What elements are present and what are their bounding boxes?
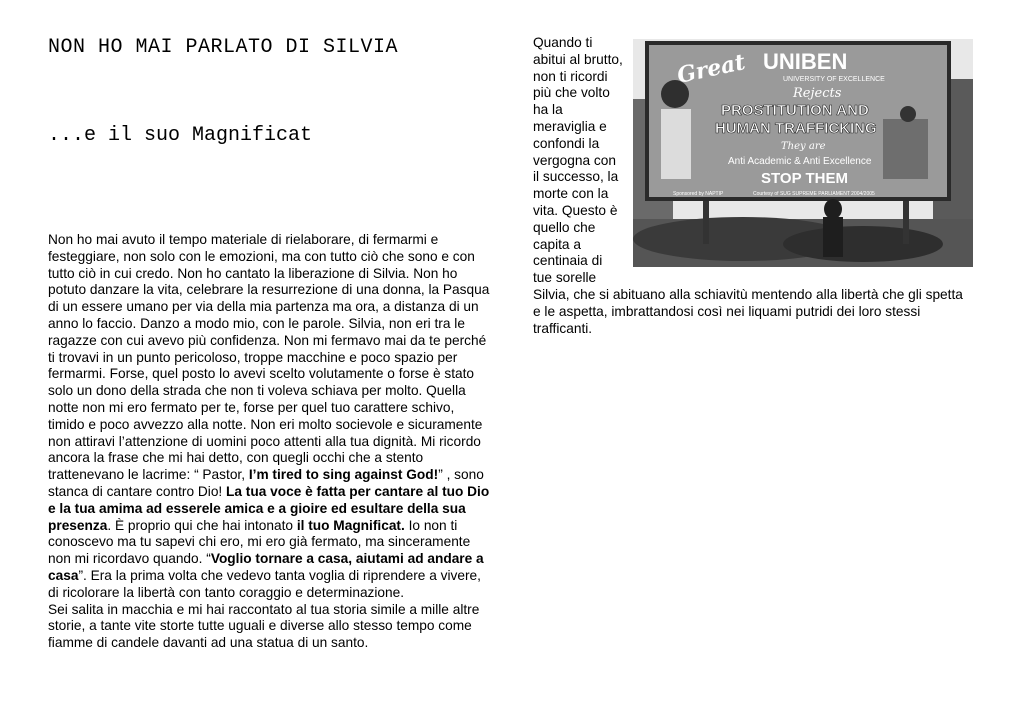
right-column bbox=[533, 35, 973, 337]
billboard-photo bbox=[633, 39, 973, 267]
document-title: NON HO MAI PARLATO DI SILVIA bbox=[48, 36, 399, 59]
billboard-line1-text: PROSTITUTION AND bbox=[721, 102, 869, 119]
billboard-sponsor-text: Sponsored by NAPTIP bbox=[673, 191, 724, 197]
billboard-tagline-text: UNIVERSITY OF EXCELLENCE bbox=[783, 76, 885, 83]
billboard-line2-text: HUMAN TRAFFICKING bbox=[715, 120, 877, 137]
billboard-uniben-text: UNIBEN bbox=[763, 49, 848, 74]
billboard-rejects-text: Rejects bbox=[793, 86, 842, 101]
billboard-stop-text: STOP THEM bbox=[761, 170, 848, 187]
billboard-courtesy-text: Courtesy of SUG SUPREME PARLIAMENT 2004/2005 bbox=[753, 191, 875, 197]
billboard-they-are-text: They are bbox=[781, 141, 826, 152]
article-paragraph-1: Non ho mai avuto il tempo materiale di rielaborare, di fermarmi e festeggiare, non solo con le emozioni, ma con tutto ciò che sono e con tutto ciò in cui credo. Non ho cantato la liberazione di Silvia. Non ho potuto danzare la vita, celebrare la resurrezione di una donna, la Pasqua di un essere umano per via della mia partenza ma ora, a distanza di un anno lo faccio. Danzo a modo mio, con le parole. Silvia, non eri tra le ragazze con cui avevo più confidenza. Non mi fermavo mai da te perché ti trovavi in un punto pericoloso, troppe macchine e poco spazio per fermarmi. Forse, quel posto lo avevi scelto volutamente o forse è stato solo un dono della strada che non ti voleva schiava per molto. Quella notte non mi ero fermato per te, forse per quel tuo carattere schivo, timido e poco avvezzo alla notte. Non eri molto socievole e sicuramente non attiravi l’attenzione di uomini poco attenti alla tua dignità. Mi ricordo ancora la frase che mi hai detto, con quegli occhi che a stento trattenevano le lacrime: “ Pastor, I’m tired to sing against God!” , sono stanca di cantare contro Dio! La tua voce è fatta per cantare al tuo Dio e la tua amima ad esserele amica e a gioire ed esultare della sua presenza. È proprio qui che hai intonato il tuo Magnificat. Io non ti conoscevo ma tu sapevi chi ero, mi ero già fermato, ma sinceramente non mi ricordavo quando. “Voglio tornare a casa, aiutami ad andare a casa”. Era la prima volta che vedevo tanta voglia di riprendere a vivere, di ricolorare la libertà con tanto coraggio e determinazione. bbox=[48, 232, 490, 600]
main-article bbox=[48, 232, 492, 652]
billboard-great-text: Great bbox=[674, 49, 748, 89]
article-paragraph-2: Sei salita in macchia e mi hai raccontato al tua storia simile a mille altre storie, a tante vite storte tutte uguali e diverse allo stesso tempo come fiamme di candele davanti ad una statua di un santo. bbox=[48, 601, 480, 651]
right-column-text: Quando ti abitui al brutto, non ti ricordi più che volto ha la meraviglia e confondi la vergogna con il successo, la morte con la vita. Questo è quello che capita a centinaia di tue sorelle Silvia, che si abituano alla schiavitù mentendo alla libertà che gli spetta e le aspetta, imbrattandosi così nei liquami putridi dei loro stessi trafficanti. bbox=[533, 35, 963, 336]
billboard-anti-text: Anti Academic & Anti Excellence bbox=[728, 156, 872, 167]
document-subtitle: ...e il suo Magnificat bbox=[48, 124, 313, 147]
